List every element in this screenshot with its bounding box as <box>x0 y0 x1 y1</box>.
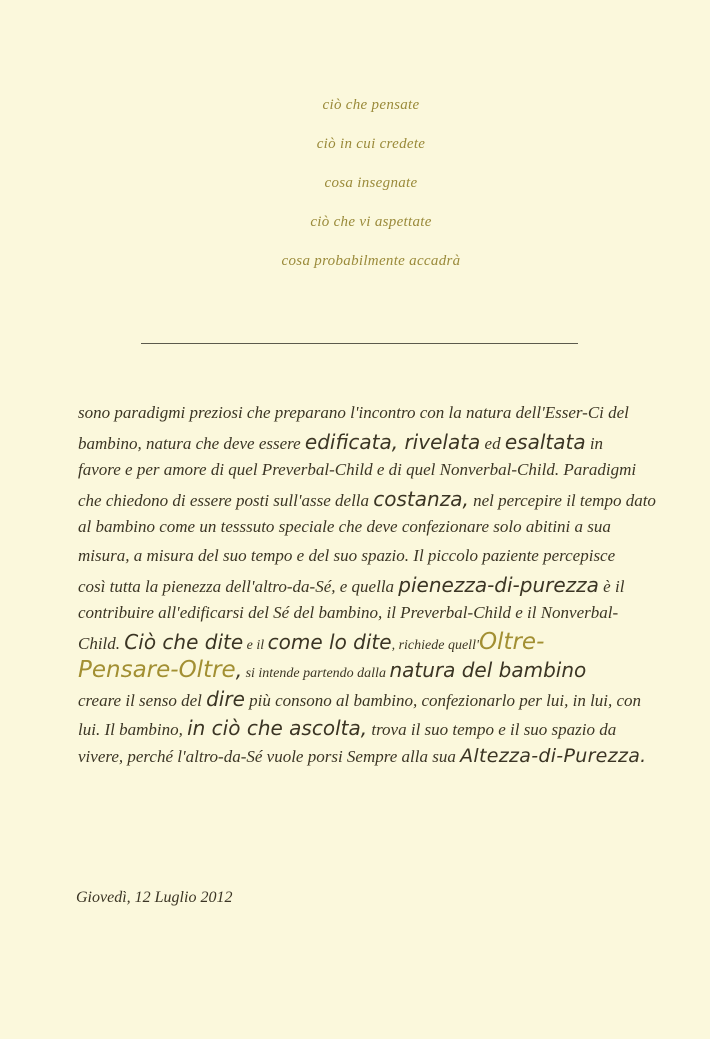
text-line <box>78 456 668 485</box>
text-run: misura, a misura del suo tempo e del suo spazio. Il piccolo paziente percepisce <box>78 545 616 565</box>
text-line <box>78 742 668 771</box>
emphasis-text: Altezza-di-Purezza. <box>460 745 647 768</box>
text-line <box>78 628 668 657</box>
text-run: creare il senso del <box>78 690 207 710</box>
text-run: trova il suo tempo e il suo spazio da <box>367 719 617 739</box>
poem-line: ciò che vi aspettate <box>310 214 432 230</box>
body-paragraph <box>78 399 668 771</box>
poem-line: ciò in cui credete <box>316 136 426 152</box>
text-run: favore e per amore di quel Preverbal-Child e di quel Nonverbal-Child. Paradigmi <box>78 460 637 480</box>
text-line <box>78 399 668 428</box>
text-line <box>78 656 668 685</box>
text-run: in <box>585 433 604 453</box>
text-run: bambino, natura che deve essere <box>78 433 305 453</box>
text-run: così tutta la pienezza dell'altro-da-Sé, e quella <box>78 576 399 596</box>
poem-line: ciò che pensate <box>322 97 420 113</box>
text-line <box>78 513 668 542</box>
text-run: nel percepire il tempo dato <box>468 490 656 510</box>
text-run: contribuire all'edificarsi del Sé del bambino, il Preverbal-Child e il Nonverbal- <box>78 603 619 623</box>
text-run: Child. <box>78 633 125 653</box>
text-run: vivere, perché l'altro-da-Sé vuole porsi Sempre alla sua <box>78 747 461 767</box>
poem <box>0 86 710 281</box>
text-run: è il <box>598 576 625 596</box>
emphasis-text: edificata, rivelata <box>304 429 481 454</box>
poem-line: cosa insegnate <box>324 175 418 191</box>
poem-line: cosa probabilmente accadrà <box>281 253 461 269</box>
text-run: più consono al bambino, confezionarlo per lui, in lui, con <box>244 690 642 710</box>
emphasis-text: come lo dite <box>267 629 392 654</box>
text-run: ed <box>480 433 505 453</box>
text-line <box>78 485 668 514</box>
emphasis-text: Oltre- <box>478 628 545 655</box>
text-line <box>78 685 668 714</box>
text-line <box>78 714 668 743</box>
emphasis-text: esaltata <box>504 429 586 454</box>
text-run: che chiedono di essere posti sull'asse della <box>78 490 374 510</box>
text-run: e il <box>243 637 268 653</box>
text-run: al bambino come un tesssuto speciale che deve confezionare solo abitini a sua <box>78 517 611 537</box>
emphasis-text: Ciò che dite <box>124 629 244 654</box>
date-line: Giovedì, 12 Luglio 2012 <box>76 889 233 906</box>
text-run: lui. Il bambino, <box>78 719 188 739</box>
text-line <box>78 571 668 600</box>
divider-rule <box>141 343 578 344</box>
text-line <box>78 599 668 628</box>
emphasis-text: dire <box>206 686 245 711</box>
emphasis-text: in ciò che ascolta, <box>187 715 368 740</box>
text-run: sono paradigmi preziosi che preparano l'incontro con la natura dell'Esser-Ci del <box>78 403 629 422</box>
text-run: , <box>235 658 243 683</box>
text-line <box>78 428 668 457</box>
text-run: si intende partendo dalla <box>242 666 390 682</box>
text-run: , richiede quell' <box>391 637 479 653</box>
emphasis-text: pienezza-di-purezza <box>398 572 599 597</box>
text-line <box>78 542 668 571</box>
emphasis-text: Pensare-Oltre <box>78 657 236 684</box>
emphasis-text: natura del bambino <box>389 658 587 683</box>
emphasis-text: costanza, <box>373 486 469 511</box>
